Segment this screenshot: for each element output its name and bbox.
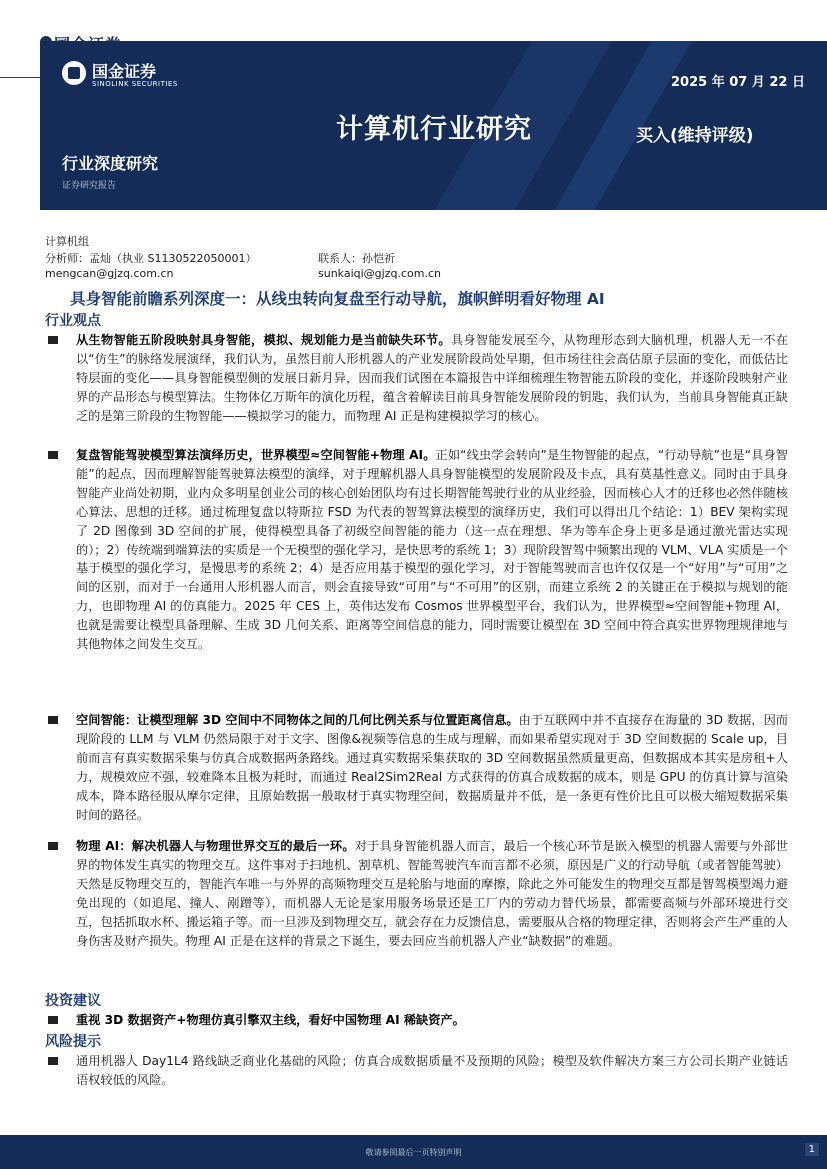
paragraph-4 [76, 837, 788, 950]
analyst-email: mengcan@gjzq.com.cn [45, 267, 174, 280]
bullet-icon [48, 716, 58, 724]
report-title: 计算机行业研究 [336, 114, 532, 145]
section-title-risk: 风险提示 [45, 1034, 101, 1050]
paragraph-3-lead: 空间智能：让模型理解 3D 空间中不同物体之间的几何比例关系与位置距离信息。 [76, 713, 519, 727]
paragraph-4-body: 对于具身智能机器人而言，最后一个核心环节是嵌入模型的机器人需要与外部世界的物体发生真实的物理交互。这件事对于扫地机、割草机、智能驾驶汽车而言都不必须，原因是广义的行动导航（或者智能驾驶）天然是反物理交互的，智能汽车唯一与外界的高频物理交互是轮胎与地面的摩擦，除此之外可能发生的物理交互都是智驾模型竭力避免出现的（如追尾、撞人、剐蹭等），而机器人无论是家用服务场景还是工厂内的劳动力替代场景，都需要高频与外部环境进行交互，包括抓取水杯、搬运箱子等。而一旦涉及到物理交互，就会存在力反馈信息，需要服从合格的物理定律，否则将会产生严重的人身伤害及财产损失。物理 AI 正是在这样的背景之下诞生，要去回应当前机器人产业“缺数据”的难题。 [76, 839, 788, 948]
page-number: 1 [805, 1143, 819, 1156]
paragraph-1-lead: 从生物智能五阶段映射具身智能，模拟、规划能力是当前缺失环节。 [76, 333, 451, 347]
report-type: 行业深度研究 [62, 154, 159, 173]
analyst-info: 分析师：孟灿（执业 S1130522050001） [45, 252, 257, 265]
contact-info: 联系人：孙恺祈 [318, 252, 395, 265]
bullet-icon [48, 842, 58, 850]
bullet-icon [48, 1057, 58, 1065]
paragraph-1 [76, 331, 788, 426]
bullet-icon [48, 1016, 58, 1024]
paragraph-2-body: 正如“线虫学会转向”是生物智能的起点，“行动导航”也是“具身智能”的起点，因而理解智能驾驶算法模型的演绎，对于理解机器人具身智能模型的发展阶段及卡点，具有莫基性意义。同时由于具身智能产业尚处初期，业内众多明星创业公司的核心创始团队均有过长期智能驾驶行业的从业经验，因而核心人才的迁移也必然伴随核心算法、思想的迁移。通过梳理复盘以特斯拉 FSD 为代表的智驾算法模型的演绎历史，我们可以得出几个结论：1）BEV 架构实现了 2D 图像到 3D 空间的扩展，使得模型具备了初级空间智能的能力（这一点在理想、华为等车企身上更多是通过激光雷达实现的）；2）传统端到端算法的实质是一个无模型的强化学习，是快思考的系统 1；3）现阶段智驾中频繁出现的 VLM、VLA 实质是一个基于模型的强化学习，是慢思考的系统 2；4）是否应用基于模型的强化学习，对于智能驾驶而言也许仅仅是一个“好用”与“可用”之间的区别，而对于一台通用人形机器人而言，则会直接导致“可用”与“不可用”的区别，而建立系统 2 的关键正在于模拟与规划的能力，也即物理 AI 的仿真能力。2025 年 CES 上，英伟达发布 Cosmos 世界模型平台，我们认为，世界模型≈空间智能+物理 AI，也就是需要让模型具备理解、生成 3D 几何关系、距离等空间信息的能力，同时需要让模型在 3D 空间中符合真实世界物理规律地与其他物体之间发生交互。 [76, 448, 788, 652]
risk-text: 通用机器人 Day1L4 路线缺乏商业化基础的风险；仿真合成数据质量不及预期的风险；模型及软件解决方案三方公司长期产业链话语权较低的风险。 [76, 1054, 788, 1087]
header-banner [40, 41, 827, 210]
bullet-icon [48, 451, 58, 459]
section-title-investment: 投资建议 [45, 993, 101, 1009]
company-logo [58, 55, 188, 95]
section-title-view: 行业观点 [45, 313, 101, 329]
footer-disclaimer: 敬请参阅最后一页特别声明 [365, 1148, 462, 1157]
paragraph-2-lead: 复盘智能驾驶模型算法演绎历史，世界模型≈空间智能+物理 AI。 [76, 448, 436, 462]
investment-advice [76, 1011, 788, 1030]
logo-cn-text: 国金证券 [92, 62, 157, 81]
paragraph-3-body: 由于互联网中并不直接存在海量的 3D 数据，因而现阶段的 LLM 与 VLM 仍然局限于对于文字、图像&视频等信息的生成与理解，而如果希望实现对于 3D 空间数据的 Scale up，目前而言有真实数据采集与仿真合成数据两条路线。通过真实数据采集获取的 3D 空间数据虽然质量更高，但数据成本其实是房租+人力，规模效应不强，较难降本且极为耗时，而通过 Real2Sim2Real 方式获得的仿真合成数据的成本，则是 GPU 的仿真计算与渲染成本，降本路径服从摩尔定律，且原始数据一般取材于真实物理空间，数据质量并不低，是一条更有性价比且可以极大缩短数据采集时间的路径。 [76, 713, 788, 822]
paragraph-1-body: 具身智能发展至今，从物理形态到大脑机理，机器人无一不在以“仿生”的脉络发展演绎，我们认为，虽然目前人形机器人的产业发展阶段尚处早期，但市场往往会高估原子层面的变化，而低估比特层面的变化——具身智能模型侧的发展日新月异，因而我们试图在本篇报告中详细梳理生物智能五阶段的变化，并逐阶段映射产业界的产品形态与模型算法。生物体亿万斯年的演化历程，蕴含着解读目前具身智能发展阶段的钥匙，我们认为，当前具身智能真正缺乏的是第三阶段的生物智能——模拟学习的能力，而物理 AI 正是构建模拟学习的核心。 [76, 333, 789, 423]
logo-emblem-icon [62, 61, 86, 85]
footer-bar [0, 1135, 827, 1169]
logo-en-text: SINOLINK SECURITIES [92, 80, 178, 88]
paragraph-4-lead: 物理 AI：解决机器人与物理世界交互的最后一环。 [76, 839, 355, 853]
research-group: 计算机组 [45, 235, 89, 248]
report-headline: 具身智能前瞻系列深度一：从线虫转向复盘至行动导航，旗帜鲜明看好物理 AI [70, 290, 605, 308]
contact-email: sunkaiqi@gjzq.com.cn [318, 267, 441, 280]
paragraph-3 [76, 711, 788, 824]
report-subtype: 证券研究报告 [62, 181, 117, 191]
paragraph-2 [76, 446, 788, 654]
investment-text: 重视 3D 数据资产+物理仿真引擎双主线，看好中国物理 AI 稀缺资产。 [76, 1013, 465, 1027]
rating-badge: 买入(维持评级) [636, 126, 754, 146]
bullet-icon [48, 336, 58, 344]
report-date: 2025 年 07 月 22 日 [671, 75, 805, 90]
